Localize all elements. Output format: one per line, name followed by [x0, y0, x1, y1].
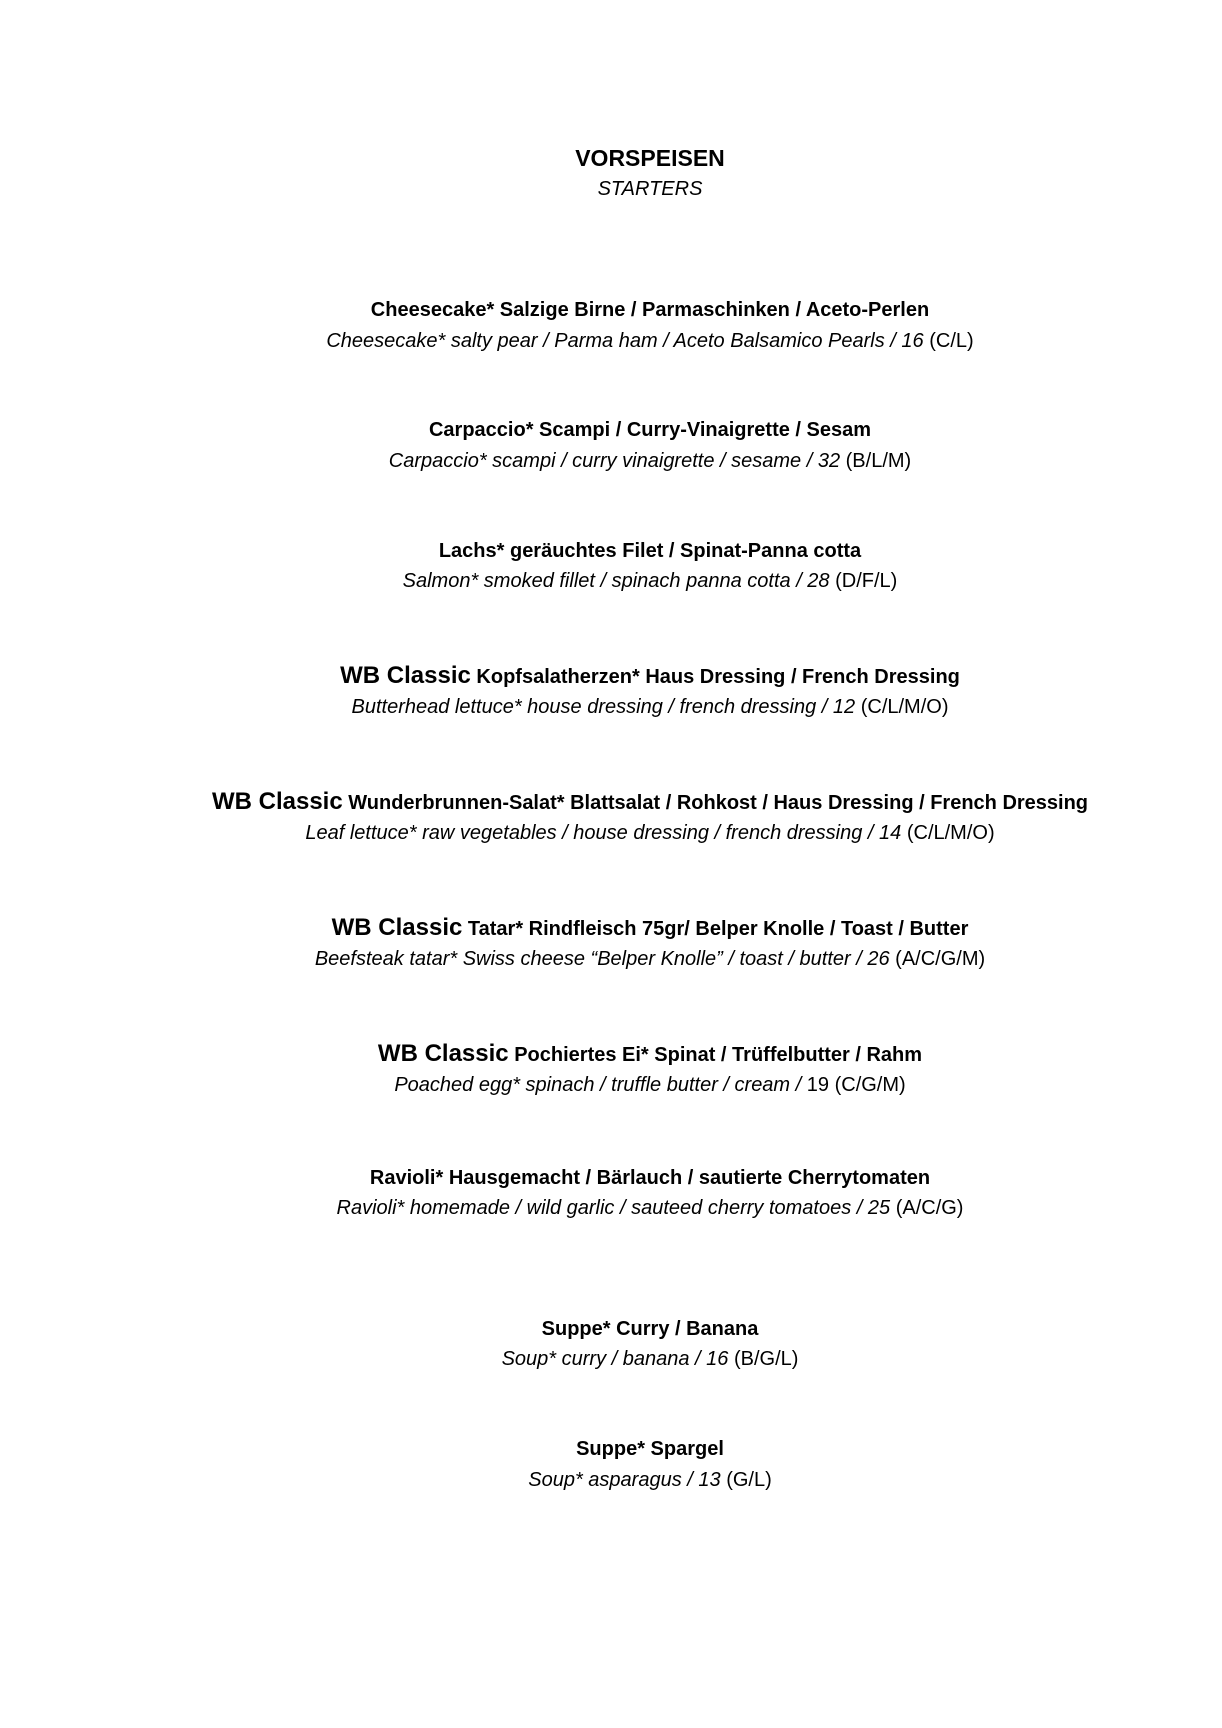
menu-item-de	[0, 1438, 1222, 1461]
wb-classic-label: WB Classic	[331, 914, 463, 941]
menu-item-de	[0, 540, 1222, 563]
menu-item-de-text: Cheesecake* Salzige Birne / Parmaschinken / Aceto-Perlen	[370, 299, 930, 321]
menu-item-de-text: Suppe* Curry / Banana	[541, 1318, 759, 1340]
menu-item-de	[0, 1318, 1222, 1341]
menu-item-en-text: Butterhead lettuce* house dressing / french dressing / 12	[351, 696, 856, 718]
menu-item-en	[0, 822, 1222, 845]
menu-item-en	[0, 1469, 1222, 1492]
menu-item-de	[0, 662, 1222, 690]
page-subtitle: STARTERS	[597, 178, 703, 200]
menu-item-allergens: (A/C/G/M)	[895, 948, 986, 970]
menu-item-en-text: Cheesecake* salty pear / Parma ham / Aceto Balsamico Pearls / 16	[326, 330, 924, 352]
menu-item-en	[0, 330, 1222, 353]
menu-item-de-text: Kopfsalatherzen* Haus Dressing / French Dressing	[476, 666, 960, 688]
menu-item-de	[0, 914, 1222, 942]
menu-item-en	[0, 1074, 1222, 1097]
page-title: VORSPEISEN	[575, 145, 725, 171]
menu-item-de	[0, 788, 1222, 816]
menu-item-allergens: (C/L/M/O)	[860, 696, 949, 718]
menu-item-en	[0, 1348, 1222, 1371]
menu-item-en	[0, 570, 1222, 593]
menu-item-allergens: (C/L/M/O)	[906, 822, 995, 844]
menu-item-de	[0, 419, 1222, 442]
menu-item-de-text: Tatar* Rindfleisch 75gr/ Belper Knolle / Toast / Butter	[467, 918, 969, 940]
menu-item-en-text: Poached egg* spinach / truffle butter / cream /	[394, 1074, 802, 1096]
menu-item-en	[0, 1197, 1222, 1220]
menu-item-en	[0, 696, 1222, 719]
menu-item-de-text: Carpaccio* Scampi / Curry-Vinaigrette / Sesam	[428, 419, 872, 441]
menu-item-de	[0, 1167, 1222, 1190]
menu-item-allergens: 19 (C/G/M)	[806, 1074, 906, 1096]
menu-item-allergens: (D/F/L)	[835, 570, 898, 592]
menu-item-en-text: Carpaccio* scampi / curry vinaigrette / sesame / 32	[388, 450, 841, 472]
wb-classic-label: WB Classic	[340, 662, 471, 689]
menu-item-de	[0, 1040, 1222, 1068]
menu-item-en	[0, 450, 1222, 473]
menu-item-de-text: Ravioli* Hausgemacht / Bärlauch / sautierte Cherrytomaten	[369, 1167, 931, 1189]
menu-item-de-text: Suppe* Spargel	[576, 1438, 724, 1460]
menu-item-allergens: (C/L)	[929, 330, 974, 352]
menu-item-en-text: Salmon* smoked fillet / spinach panna cotta / 28	[402, 570, 830, 592]
menu-item-de-text: Pochiertes Ei* Spinat / Trüffelbutter / Rahm	[514, 1044, 923, 1066]
wb-classic-label: WB Classic	[377, 1040, 509, 1067]
menu-item-en-text: Soup* asparagus / 13	[528, 1469, 721, 1491]
menu-item-allergens: (A/C/G)	[895, 1197, 964, 1219]
menu-item-en-text: Beefsteak tatar* Swiss cheese “Belper Knolle” / toast / butter / 26	[314, 948, 890, 970]
menu-item-en-text: Soup* curry / banana / 16	[501, 1348, 729, 1370]
menu-item-en-text: Leaf lettuce* raw vegetables / house dressing / french dressing / 14	[305, 822, 902, 844]
menu-item-en	[0, 948, 1222, 971]
menu-item-de-text: Lachs* geräuchtes Filet / Spinat-Panna cotta	[438, 540, 862, 562]
menu-item-allergens: (G/L)	[726, 1469, 772, 1491]
menu-item-de-text: Wunderbrunnen-Salat* Blattsalat / Rohkost / Haus Dressing / French Dressing	[348, 792, 1089, 814]
menu-item-allergens: (B/G/L)	[733, 1348, 799, 1370]
menu-item-allergens: (B/L/M)	[845, 450, 912, 472]
menu-item-de	[0, 299, 1222, 322]
wb-classic-label: WB Classic	[211, 788, 343, 815]
menu-item-en-text: Ravioli* homemade / wild garlic / sauteed cherry tomatoes / 25	[336, 1197, 891, 1219]
